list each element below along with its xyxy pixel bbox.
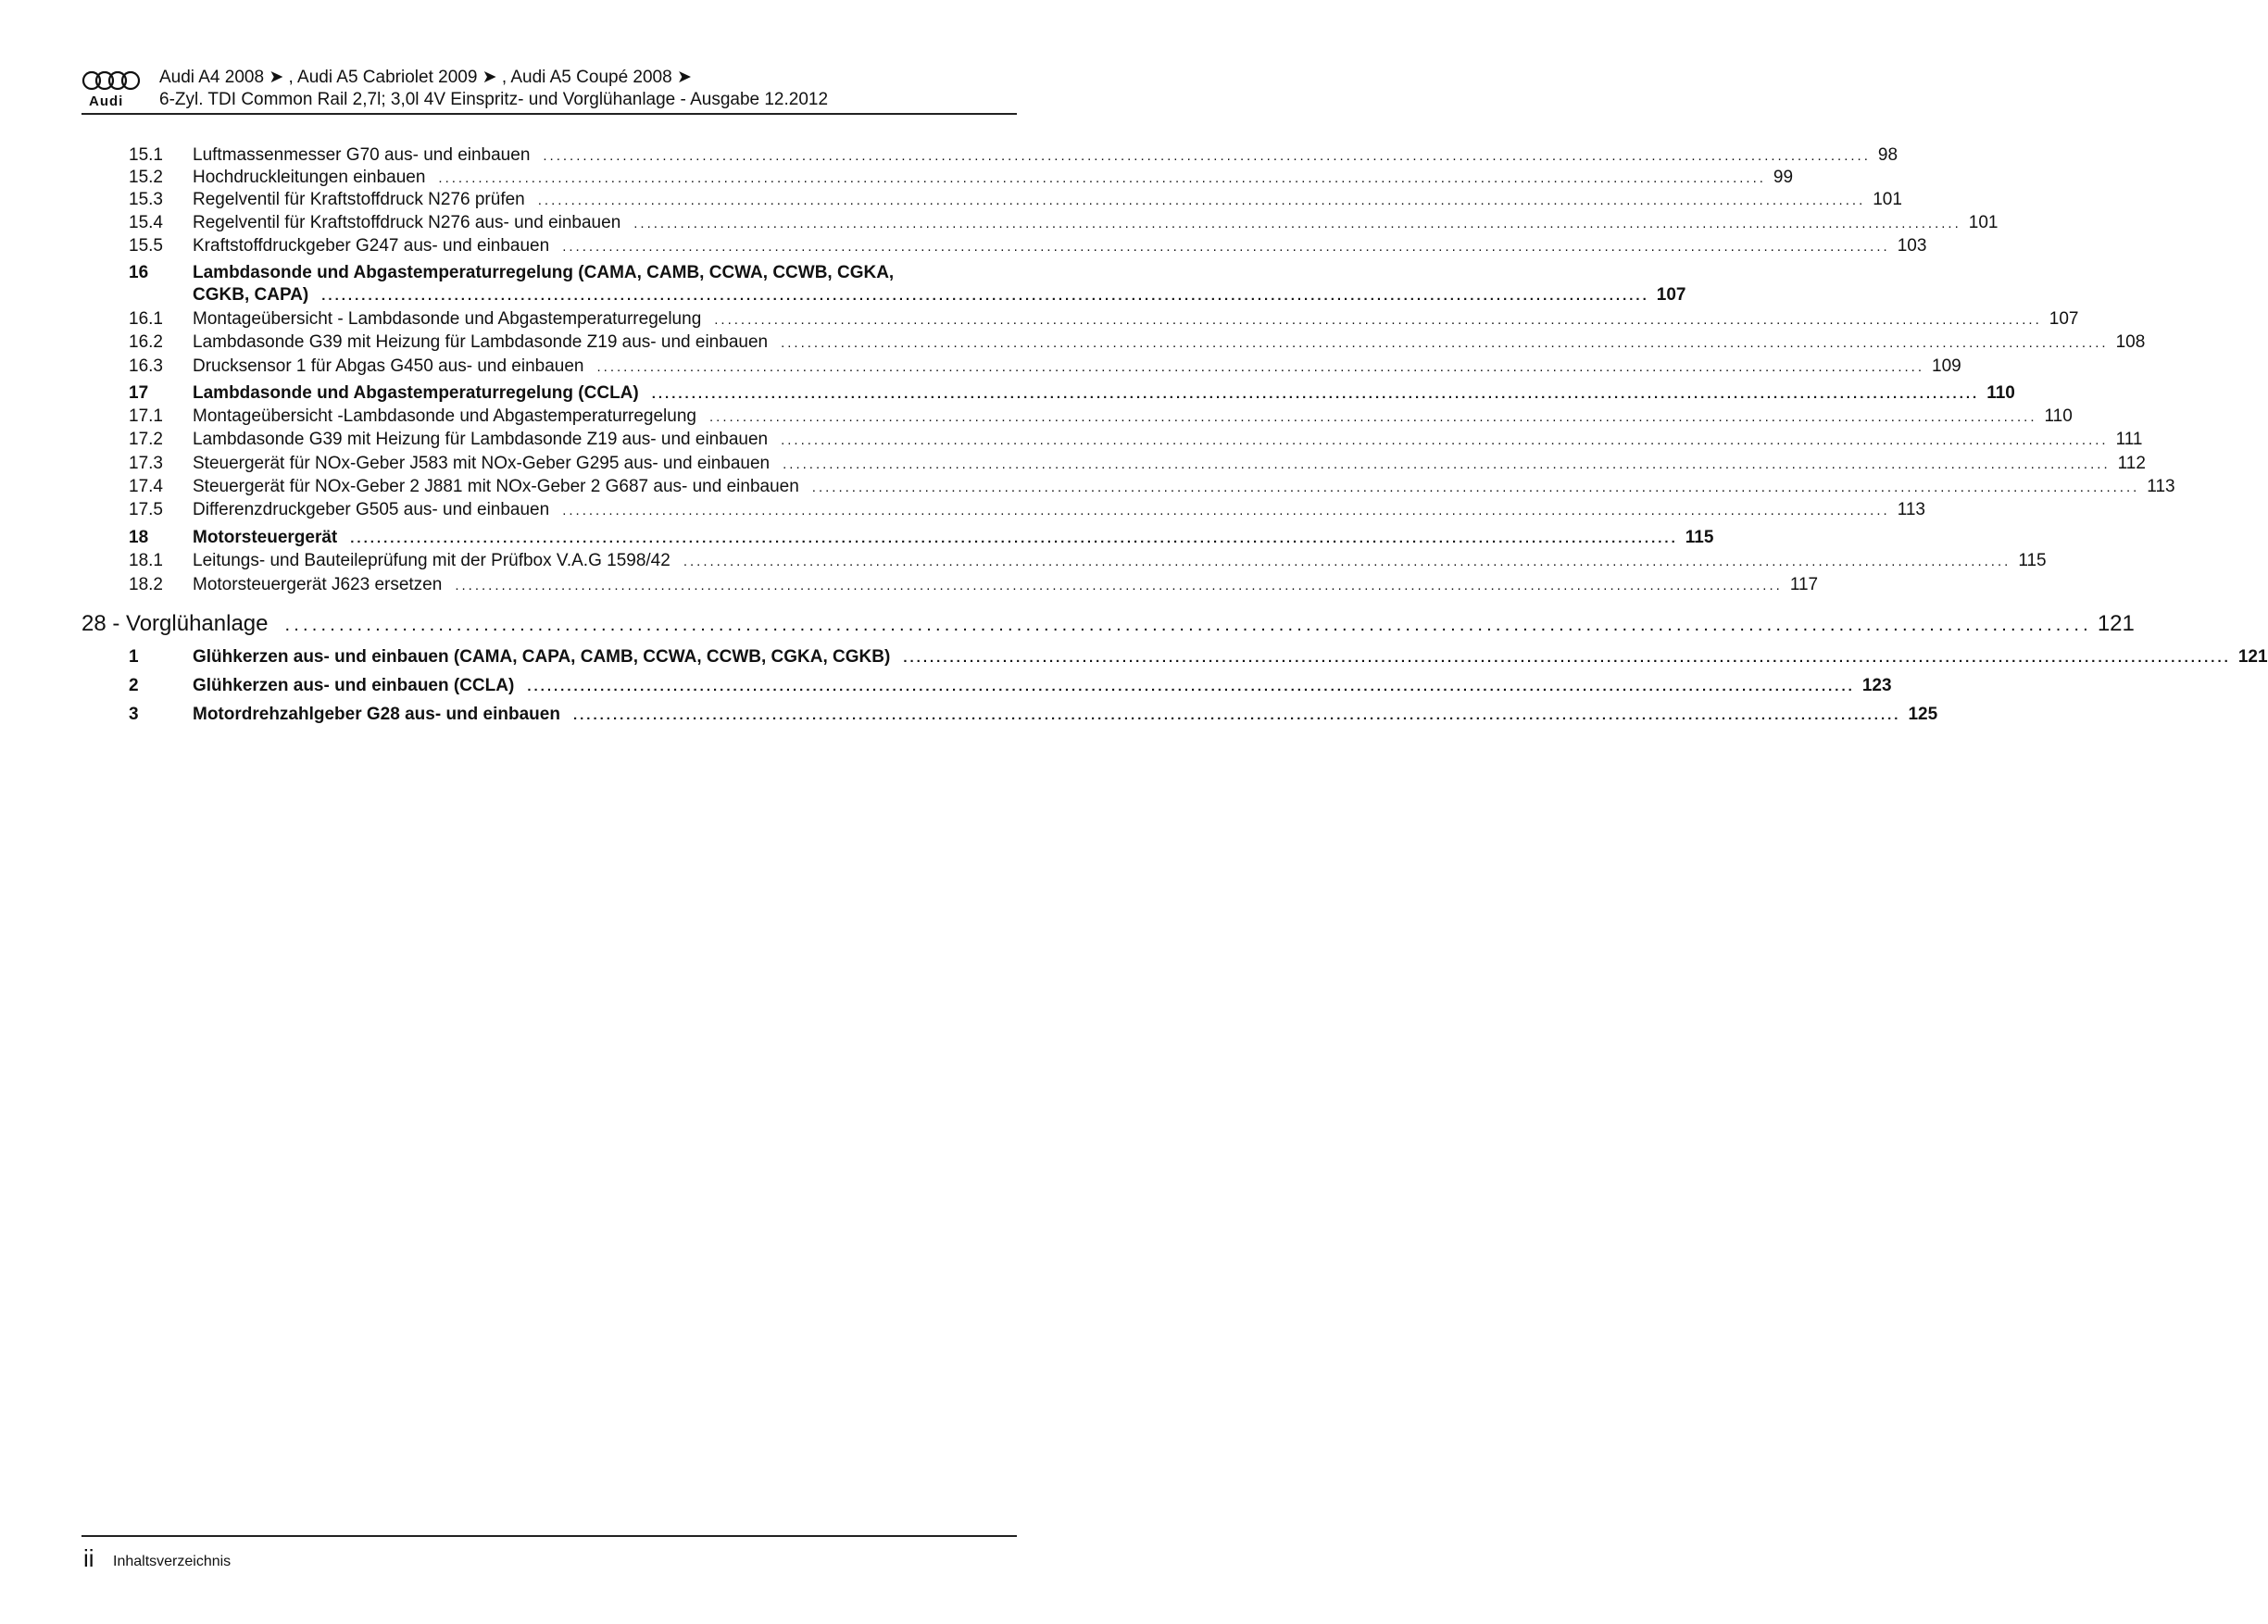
toc-entry[interactable] bbox=[129, 453, 2146, 475]
toc-section-page: 125 bbox=[1908, 705, 1938, 724]
toc-entry[interactable] bbox=[129, 167, 1794, 189]
toc-entry-number: 15.1 bbox=[129, 145, 163, 165]
toc-entry-page: 110 bbox=[2044, 406, 2073, 426]
toc-section[interactable] bbox=[129, 527, 1714, 549]
leader-dots: ........................................................................................................................................................................................................ bbox=[811, 480, 2140, 495]
toc-entry-number: 17.3 bbox=[129, 454, 163, 473]
toc-entry-page: 107 bbox=[2049, 309, 2079, 329]
toc-entry-number: 17.4 bbox=[129, 477, 163, 496]
toc-entry[interactable] bbox=[129, 212, 1999, 234]
toc-entry-title: Lambdasonde G39 mit Heizung für Lambdasonde Z19 aus- und einbauen bbox=[193, 332, 769, 352]
toc-section-page: 107 bbox=[1656, 285, 1686, 305]
toc-chapter-title: 28 - Vorglühanlage bbox=[81, 611, 269, 636]
toc-entry[interactable] bbox=[129, 144, 1898, 167]
toc-section-page: 123 bbox=[1861, 676, 1892, 695]
leader-dots: ........................................................................................................................................................................................................ bbox=[596, 359, 1924, 375]
toc-entry-number: 17.1 bbox=[129, 406, 163, 426]
leader-dots: ........................................................................................................................................................................................................ bbox=[321, 288, 1649, 304]
toc-entry[interactable] bbox=[129, 406, 2073, 428]
leader-dots: ........................................................................................................................................................................................................ bbox=[284, 615, 2092, 635]
toc-entry-title: Lambdasonde G39 mit Heizung für Lambdasonde Z19 aus- und einbauen bbox=[193, 430, 769, 449]
audi-rings-icon bbox=[81, 69, 141, 92]
toc-entry-page: 111 bbox=[2115, 430, 2143, 449]
toc-entry-number: 15.2 bbox=[129, 168, 163, 187]
toc-entry-page: 103 bbox=[1897, 236, 1927, 256]
footer-divider bbox=[81, 1535, 1017, 1537]
leader-dots: ........................................................................................................................................................................................................ bbox=[633, 216, 1961, 231]
footer-page-number: ii bbox=[83, 1544, 94, 1572]
toc-entry-page: 101 bbox=[1873, 190, 1902, 209]
toc-entry-number: 15.5 bbox=[129, 236, 163, 256]
leader-dots: ........................................................................................................................................................................................................ bbox=[781, 335, 2109, 351]
toc-section[interactable] bbox=[129, 382, 2015, 405]
audi-logo bbox=[81, 69, 141, 108]
toc-entry-number: 17.2 bbox=[129, 430, 163, 449]
toc-entry-title: Hochdruckleitungen einbauen bbox=[193, 168, 426, 187]
toc-entry-title: Drucksensor 1 für Abgas G450 aus- und einbauen bbox=[193, 356, 584, 376]
toc-section[interactable] bbox=[129, 675, 1892, 697]
page-header bbox=[81, 66, 1017, 114]
toc-entry[interactable] bbox=[129, 476, 2175, 498]
leader-dots: ........................................................................................................................................................................................................ bbox=[455, 578, 1783, 593]
leader-dots: ........................................................................................................................................................................................................ bbox=[572, 707, 1901, 723]
toc-entry[interactable] bbox=[129, 308, 2079, 331]
leader-dots: ........................................................................................................................................................................................................ bbox=[714, 312, 2042, 328]
leader-dots: ........................................................................................................................................................................................................ bbox=[438, 170, 1766, 186]
toc-section-number: 2 bbox=[129, 676, 139, 695]
toc-entry-number: 15.3 bbox=[129, 190, 163, 209]
leader-dots: ........................................................................................................................................................................................................ bbox=[527, 679, 1855, 694]
toc-entry-number: 17.5 bbox=[129, 500, 163, 519]
leader-dots: ........................................................................................................................................................................................................ bbox=[562, 239, 1890, 255]
toc-entry-number: 16.3 bbox=[129, 356, 163, 376]
toc-entry-number: 18.1 bbox=[129, 551, 163, 570]
toc-section-number: 1 bbox=[129, 647, 139, 667]
toc-section-page: 115 bbox=[1685, 528, 1714, 547]
toc-entry-page: 98 bbox=[1877, 145, 1898, 165]
toc-section[interactable] bbox=[129, 646, 2268, 668]
toc-entry-title: Kraftstoffdruckgeber G247 aus- und einbauen bbox=[193, 236, 550, 256]
leader-dots: ........................................................................................................................................................................................................ bbox=[708, 409, 2037, 425]
toc-entry-title: Steuergerät für NOx-Geber 2 J881 mit NOx-Geber 2 G687 aus- und einbauen bbox=[193, 477, 799, 496]
leader-dots: ........................................................................................................................................................................................................ bbox=[781, 432, 2109, 448]
toc-chapter[interactable] bbox=[81, 610, 2135, 638]
toc-section-title: Glühkerzen aus- und einbauen (CCLA) bbox=[193, 676, 515, 695]
leader-dots: ........................................................................................................................................................................................................ bbox=[903, 650, 2231, 666]
toc-section-number: 17 bbox=[129, 383, 149, 403]
toc-entry-page: 101 bbox=[1968, 213, 1999, 232]
leader-dots: ........................................................................................................................................................................................................ bbox=[651, 386, 1980, 402]
toc-entry[interactable] bbox=[129, 550, 2047, 572]
toc-entry[interactable] bbox=[129, 189, 1902, 211]
toc-entry[interactable] bbox=[129, 235, 1927, 257]
toc-entry[interactable] bbox=[129, 331, 2146, 354]
toc-section-title: Glühkerzen aus- und einbauen (CAMA, CAPA, CAMB, CCWA, CCWB, CGKA, CGKB) bbox=[193, 647, 891, 667]
toc-section-title: Motordrehzahlgeber G28 aus- und einbauen bbox=[193, 705, 560, 724]
leader-dots: ........................................................................................................................................................................................................ bbox=[350, 531, 1678, 546]
toc-section[interactable] bbox=[129, 262, 1686, 306]
toc-section-title: Lambdasonde und Abgastemperaturregelung (CCLA) bbox=[193, 383, 639, 403]
toc-entry-title: Luftmassenmesser G70 aus- und einbauen bbox=[193, 145, 531, 165]
toc-chapter-page: 121 bbox=[2097, 611, 2135, 636]
leader-dots: ........................................................................................................................................................................................................ bbox=[683, 554, 2011, 569]
toc-entry-number: 16.1 bbox=[129, 309, 163, 329]
header-vehicle-models: Audi A4 2008 ➤ , Audi A5 Cabriolet 2009 ➤ , Audi A5 Coupé 2008 ➤ bbox=[159, 68, 692, 87]
header-divider bbox=[81, 113, 1017, 115]
toc-section-title: Motorsteuergerät bbox=[193, 528, 338, 547]
toc-entry-title: Montageübersicht -Lambdasonde und Abgastemperaturregelung bbox=[193, 406, 696, 426]
leader-dots: ........................................................................................................................................................................................................ bbox=[562, 503, 1890, 518]
toc-section-title-line1: Lambdasonde und Abgastemperaturregelung (CAMA, CAMB, CCWA, CCWB, CGKA, bbox=[193, 263, 895, 282]
toc-entry-page: 113 bbox=[1897, 500, 1925, 519]
toc-section-number: 18 bbox=[129, 528, 149, 547]
toc-entry-title: Montageübersicht - Lambdasonde und Abgastemperaturregelung bbox=[193, 309, 702, 329]
toc-entry-page: 113 bbox=[2147, 477, 2175, 496]
toc-entry[interactable] bbox=[129, 574, 1819, 596]
toc-entry-title: Motorsteuergerät J623 ersetzen bbox=[193, 575, 443, 594]
toc-entry-title: Differenzdruckgeber G505 aus- und einbauen bbox=[193, 500, 550, 519]
toc-entry[interactable] bbox=[129, 356, 1961, 378]
toc-section-title-line2: CGKB, CAPA) bbox=[193, 285, 309, 305]
header-manual-title: 6-Zyl. TDI Common Rail 2,7l; 3,0l 4V Einspritz- und Vorglühanlage - Ausgabe 12.2012 bbox=[159, 90, 829, 109]
leader-dots: ........................................................................................................................................................................................................ bbox=[543, 148, 1871, 164]
toc-section-number: 3 bbox=[129, 705, 139, 724]
toc-entry-page: 112 bbox=[2117, 454, 2146, 473]
toc-section-page: 110 bbox=[1986, 383, 2015, 403]
footer-section-label: Inhaltsverzeichnis bbox=[113, 1554, 232, 1569]
toc-entry[interactable] bbox=[129, 429, 2143, 451]
toc-entry-title: Regelventil für Kraftstoffdruck N276 prüfen bbox=[193, 190, 525, 209]
toc-section-number: 16 bbox=[129, 263, 149, 282]
toc-section-page: 121 bbox=[2237, 647, 2268, 667]
toc-entry-page: 117 bbox=[1789, 575, 1819, 594]
toc-entry-page: 109 bbox=[1932, 356, 1961, 376]
toc-section[interactable] bbox=[129, 704, 1938, 726]
toc-entry-number: 16.2 bbox=[129, 332, 163, 352]
audi-wordmark: Audi bbox=[89, 94, 124, 109]
toc-entry-title: Leitungs- und Bauteileprüfung mit der Prüfbox V.A.G 1598/42 bbox=[193, 551, 670, 570]
toc-entry[interactable] bbox=[129, 499, 1925, 521]
toc-entry-page: 115 bbox=[2018, 551, 2047, 570]
toc-entry-title: Steuergerät für NOx-Geber J583 mit NOx-Geber G295 aus- und einbauen bbox=[193, 454, 771, 473]
leader-dots: ........................................................................................................................................................................................................ bbox=[783, 456, 2111, 472]
leader-dots: ........................................................................................................................................................................................................ bbox=[537, 193, 1866, 208]
toc-entry-number: 15.4 bbox=[129, 213, 163, 232]
toc-entry-page: 99 bbox=[1773, 168, 1794, 187]
toc-entry-page: 108 bbox=[2115, 332, 2146, 352]
toc-entry-title: Regelventil für Kraftstoffdruck N276 aus- und einbauen bbox=[193, 213, 621, 232]
toc-entry-number: 18.2 bbox=[129, 575, 163, 594]
